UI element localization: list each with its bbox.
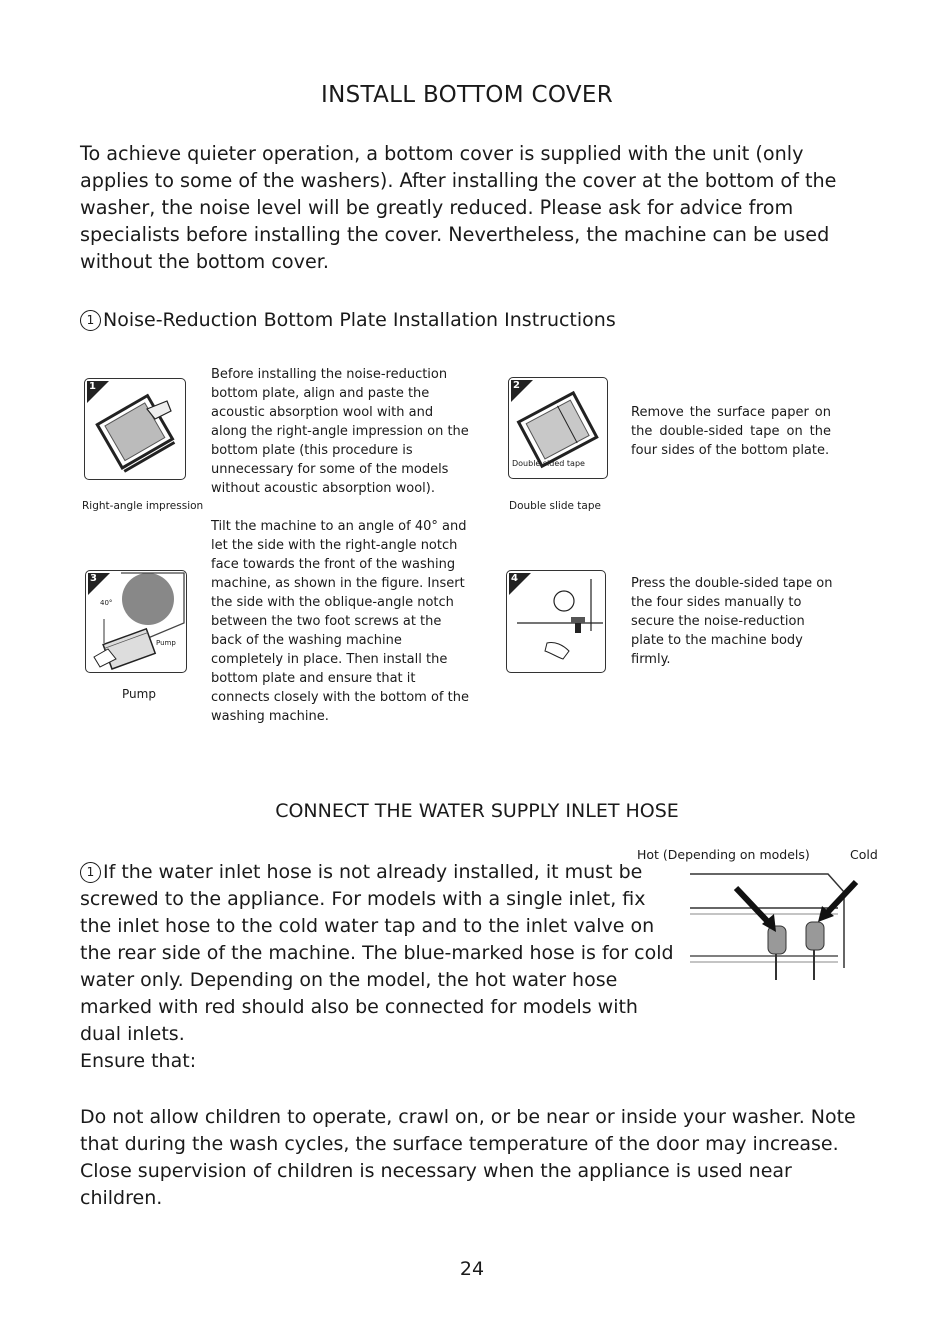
child-safety-warning: Do not allow children to operate, crawl on, or be near or inside your washer. Note that during the wash cycles, the surface temperature of the door may increase. Close supervision of children is necessary when the appliance is used near children. [80,1106,856,1209]
step-3-figure [85,570,187,673]
step-1-figure [84,378,186,480]
step-number: 4 [511,573,518,584]
hot-label: Hot (Depending on models) [637,847,810,862]
ensure-heading: Ensure that: [80,1050,197,1072]
step-2-figure [508,377,608,479]
water-supply-text: If the water inlet hose is not already installed, it must be screwed to the appliance. For models with a single inlet, fix the inlet hose to the cold water tap and to the inlet valve on the rear side of the machine. The blue-marked hose is for cold water only. Depending on the model, the hot water hose marked with red should also be connected for models with dual inlets. [80,861,674,1045]
cold-label: Cold [850,847,878,862]
angle-label: 40° [100,599,113,607]
figure-caption: Right-angle impression [82,500,204,512]
step-1-text: Before installing the noise-reduction bottom plate, align and paste the acoustic absorption wool with and along the right-angle impression on the bottom plate (this procedure is unnecessary for some of the models without acoustic absorption wool). [211,367,469,496]
step-3-text: Tilt the machine to an angle of 40° and let the side with the right-angle notch face towards the front of the washing machine, as shown in the figure. Insert the side with the oblique-angle notch between the two foot screws at the back of the washing machine completely in place. Then install the bottom plate and ensure that it connects closely with the bottom of the washing machine. [211,519,469,724]
step-4-figure [506,570,606,673]
tilted-machine-illustration [86,571,186,672]
bottom-plate-illustration [85,379,185,479]
page-number: 24 [459,1258,485,1280]
section-title: CONNECT THE WATER SUPPLY INLET HOSE [275,800,679,822]
section-heading [80,309,616,331]
figure-caption: Pump [122,687,156,701]
step-2-text: Remove the surface paper on the double-sided tape on the four sides of the bottom plate. [631,405,831,458]
step-4-text: Press the double-sided tape on the four sides manually to secure the noise-reduction plate to the machine body firmly. [631,576,833,667]
step-number: 1 [89,381,96,392]
step-number: 3 [90,573,97,584]
inlet-valves-illustration [688,868,868,984]
page-title: INSTALL BOTTOM COVER [321,82,613,108]
step-number: 2 [513,380,520,391]
water-supply-paragraph [80,859,680,1048]
press-tape-illustration [507,571,605,672]
circled-number-marker: 1 [80,310,101,331]
circled-number-marker: 1 [80,862,101,883]
section-heading-text: Noise-Reduction Bottom Plate Installation Instructions [103,309,616,331]
figure-inner-label: Double sided tape [512,459,585,468]
figure-inner-label: Pump [156,639,176,647]
figure-caption: Double slide tape [509,500,601,512]
intro-paragraph: To achieve quieter operation, a bottom cover is supplied with the unit (only applies to some of the washers). After installing the cover at the bottom of the washer, the noise level will be greatly reduced. Please ask for advice from specialists before installing the cover. Nevertheless, the machine can be used without the bottom cover. [80,142,837,273]
